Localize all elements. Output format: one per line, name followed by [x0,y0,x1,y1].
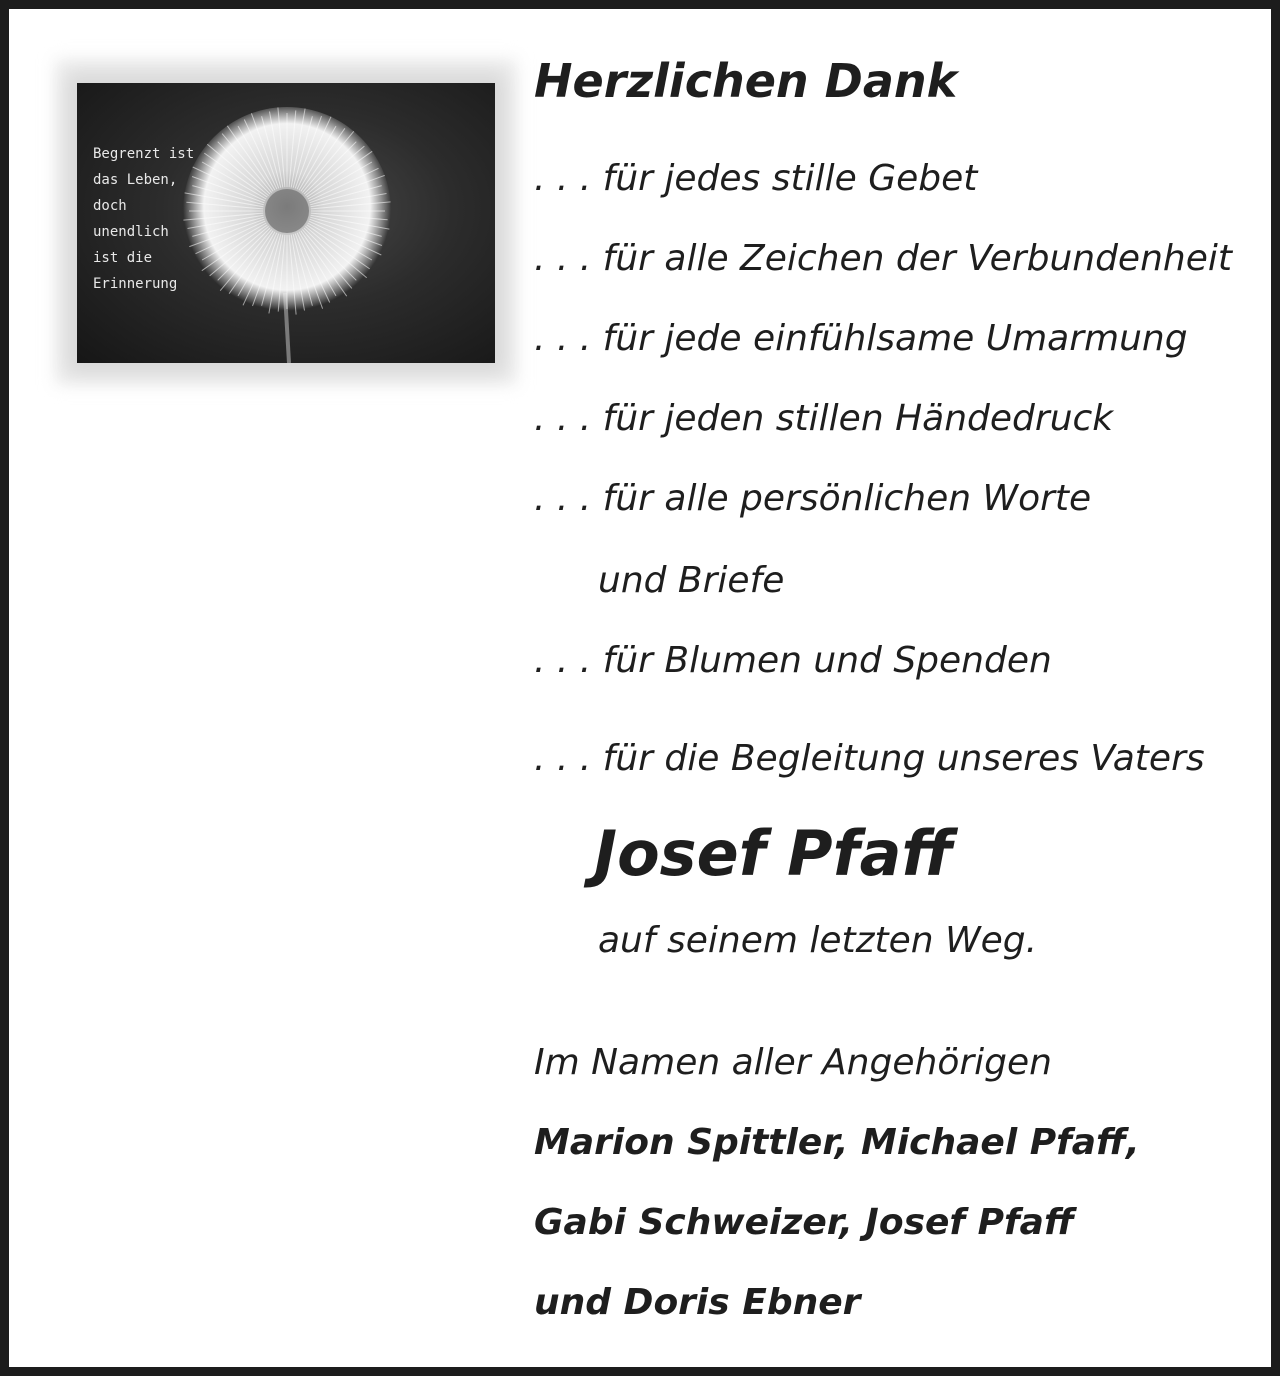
signatory-line: Marion Spittler, Michael Pfaff, [534,1122,1140,1163]
dandelion-photo [77,83,495,363]
thanks-line: . . . für Blumen und Spenden [534,640,1052,681]
signatory-line: und Doris Ebner [534,1282,861,1323]
thanks-line: . . . für jeden stillen Händedruck [534,398,1114,439]
closing-line: auf seinem letzten Weg. [598,920,1038,961]
thanks-line: . . . für die Begleitung unseres Vaters [534,738,1205,779]
caption-line: unendlich [93,224,169,240]
thanks-line: . . . für alle persönlichen Worte [534,478,1092,519]
deceased-name: Josef Pfaff [594,817,954,890]
signoff-intro: Im Namen aller Angehörigen [534,1042,1052,1083]
signatory-line: Gabi Schweizer, Josef Pfaff [534,1202,1074,1243]
notice-title: Herzlichen Dank [534,54,958,108]
thanks-line-continued: und Briefe [598,560,785,601]
photo-caption [93,141,203,297]
thanks-line: . . . für alle Zeichen der Verbundenheit [534,238,1232,279]
thanks-line: . . . für jedes stille Gebet [534,158,978,199]
thanks-line: . . . für jede einfühlsame Umarmung [534,318,1188,359]
caption-line: doch [93,198,127,214]
caption-line: das Leben, [93,172,178,188]
caption-line: Begrenzt ist [93,146,195,162]
caption-line: ist die [93,250,153,266]
caption-line: Erinnerung [93,276,178,292]
